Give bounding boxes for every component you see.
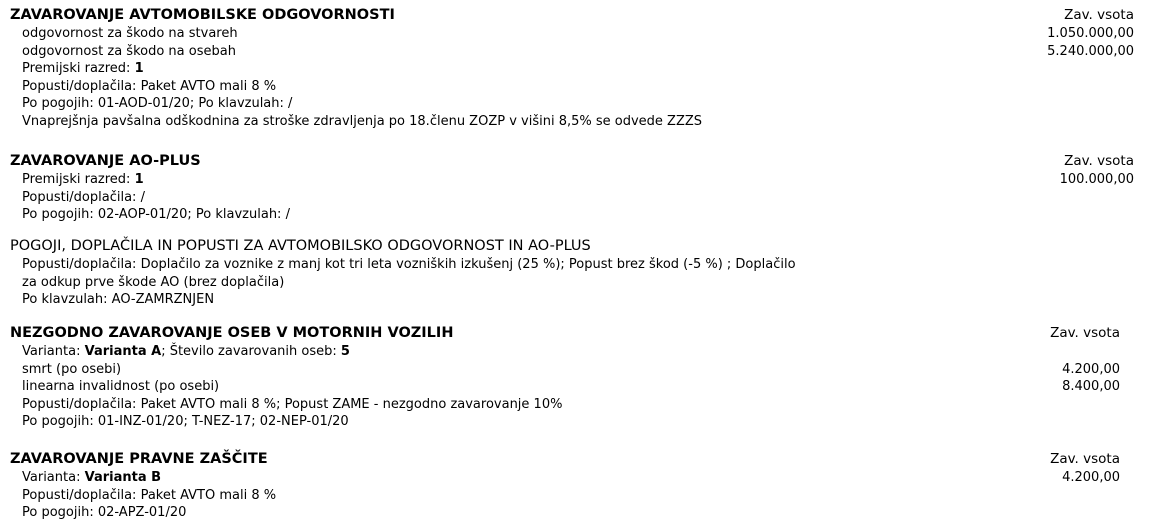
conditions: Po pogojih: 02-APZ-01/20 [22,505,187,520]
coverage-value: 8.400,00 [1062,379,1120,394]
section-conditions [10,237,1156,309]
section-accident [10,324,1156,431]
coverage-label: odgovornost za škodo na stvareh [22,26,238,41]
coverage-value: 100.000,00 [1059,172,1134,187]
coverage-label: linearna invalidnost (po osebi) [22,379,220,394]
persons-value: 5 [340,344,350,359]
premium-class-value: 1 [134,61,144,76]
sum-column [1050,450,1120,487]
premium-class: Premijski razred: 1 [22,61,144,76]
variant-value: Varianta A [84,344,162,359]
section-title: ZAVAROVANJE PRAVNE ZAŠČITE [10,451,268,467]
sum-column [1047,6,1134,60]
coverage-value: 1.050.000,00 [1047,26,1134,41]
coverage-value: 4.200,00 [1062,361,1120,377]
conditions: Po pogojih: 02-AOP-01/20; Po klavzulah: / [22,207,290,222]
sum-header: Zav. vsota [1050,325,1120,341]
sum-header: Zav. vsota [1050,451,1120,467]
sum-column [1060,152,1134,189]
section-title: NEZGODNO ZAVAROVANJE OSEB V MOTORNIH VOZILIH [10,325,454,341]
coverage-label: odgovornost za škodo na osebah [22,43,236,59]
discounts: Popusti/doplačila: Doplačilo za voznike z manj kot tri leta vozniških izkušenj (25 %); Popust brez škod (-5 %) ; Doplačilo za odkup prve škode AO (brez doplačila) [22,257,796,290]
section-title: ZAVAROVANJE AVTOMOBILSKE ODGOVORNOSTI [10,7,395,23]
discounts: Popusti/doplačila: Paket AVTO mali 8 % [22,78,277,94]
section-ao [10,6,1156,130]
variant-value: Varianta B [84,470,162,485]
clauses: Po klavzulah: AO-ZAMRZNJEN [22,292,215,307]
section-legal [10,450,1156,522]
coverage-value: 4.200,00 [1062,470,1120,485]
discounts: Popusti/doplačila: / [22,189,145,205]
discounts: Popusti/doplačila: Paket AVTO mali 8 %; Popust ZAME - nezgodno zavarovanje 10% [22,396,563,412]
coverage-label: smrt (po osebi) [22,361,122,377]
conditions: Po pogojih: 01-AOD-01/20; Po klavzulah: / [22,96,293,111]
section-title: POGOJI, DOPLAČILA IN POPUSTI ZA AVTOMOBILSKO ODGOVORNOST IN AO-PLUS [10,238,591,254]
premium-class: Premijski razred: 1 [22,172,144,187]
variant: Varianta: Varianta A; Število zavarovanih oseb: 5 [22,344,350,359]
premium-class-value: 1 [134,172,144,187]
sum-header: Zav. vsota [1064,7,1134,23]
note: Vnaprejšnja pavšalna odškodnina za stroške zdravljenja po 18.členu ZOZP v višini 8,5% se odvede ZZZS [22,113,703,129]
conditions: Po pogojih: 01-INZ-01/20; T-NEZ-17; 02-NEP-01/20 [22,414,349,429]
variant: Varianta: Varianta B [22,470,162,485]
section-title: ZAVAROVANJE AO-PLUS [10,153,201,169]
discounts: Popusti/doplačila: Paket AVTO mali 8 % [22,487,277,503]
coverage-value: 5.240.000,00 [1047,43,1134,59]
sum-column [1050,324,1120,396]
section-ao-plus [10,152,1156,224]
sum-header: Zav. vsota [1064,153,1134,169]
